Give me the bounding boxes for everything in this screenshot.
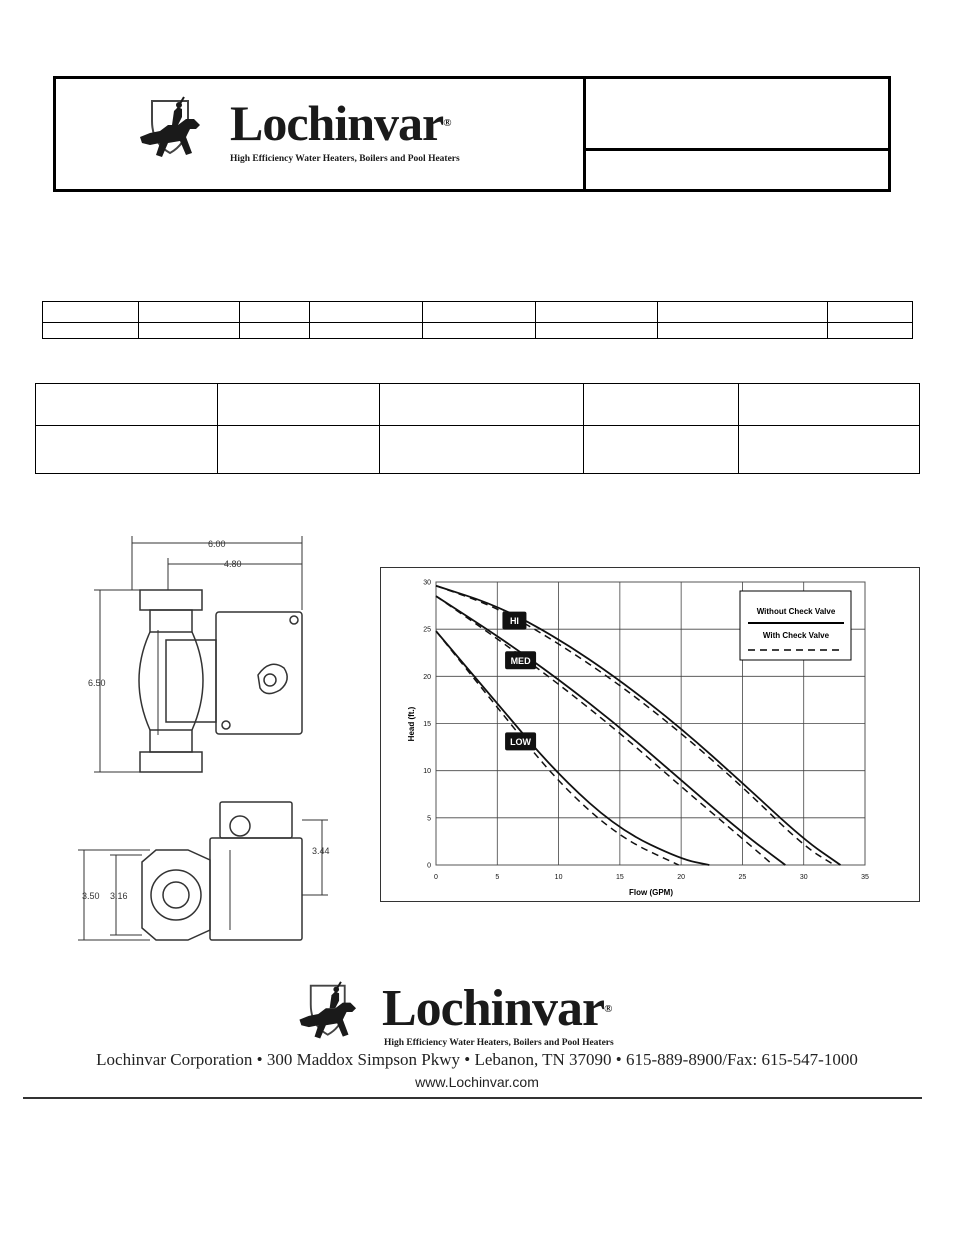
x-tick-label: 15 [615,874,624,881]
logo-tagline: High Efficiency Water Heaters, Boilers and Pool Heaters [230,154,460,164]
logo-tagline: High Efficiency Water Heaters, Boilers and Pool Heaters [384,1038,614,1048]
footer-website-link[interactable]: www.Lochinvar.com [415,1074,539,1090]
y-axis-label: Head (ft.) [407,706,416,742]
y-tick-label: 15 [423,721,431,728]
curve-label-hi: HI [509,616,519,627]
spec-cell [139,323,240,339]
spec-cell [739,426,920,474]
footer-logo [296,980,656,1050]
y-tick-label: 0 [427,862,431,870]
spec-cell [310,323,423,339]
x-tick-label: 35 [861,874,869,881]
spec-cell [380,384,584,426]
spec-cell [658,302,828,323]
legend-entry-without-check-valve: Without Check Valve [756,607,836,616]
spec-cell [828,323,913,339]
spec-cell [43,323,139,339]
registered-mark: ® [604,1003,612,1015]
x-tick-label: 20 [677,874,686,881]
x-tick-label: 10 [554,874,563,881]
pump-dimension-drawing [70,530,360,955]
pump-curve-chart [380,567,920,902]
knight-horse-logo-icon [138,95,228,165]
spec-cell [218,426,380,474]
spec-cell [828,302,913,323]
footer-address: Lochinvar Corporation • 300 Maddox Simpson Pkwy • Lebanon, TN 37090 • 615-889-8900/Fax: 615-547-1000 [96,1050,858,1069]
spec-cell [536,323,658,339]
legend-entry-with-check-valve: With Check Valve [762,631,830,640]
dim-label-depth: 3.44 [312,846,330,856]
y-tick-label: 30 [423,579,431,587]
spec-cell [36,426,218,474]
logo-wordmark: Lochinvar [230,95,444,151]
curve-label-med: MED [510,655,531,666]
curve-label-low: LOW [510,736,532,747]
spec-cell [36,384,218,426]
dim-label-motor-width: 4.80 [224,559,242,569]
header-field-divider [583,148,891,151]
dim-label-flange-inner: 3.16 [110,891,128,901]
spec-cell [536,302,658,323]
header-divider [583,76,586,192]
spec-table-wide [35,383,920,474]
x-tick-label: 25 [738,874,747,881]
chart-legend [740,591,851,660]
registered-mark: ® [443,117,451,129]
spec-cell [240,302,310,323]
spec-cell [739,384,920,426]
spec-cell [584,426,739,474]
logo-wordmark: Lochinvar [382,980,605,1037]
y-tick-label: 5 [427,815,431,823]
y-tick-label: 25 [423,626,431,634]
dim-label-height: 6.50 [88,678,106,688]
dim-label-flange-outer: 3.50 [82,891,100,901]
knight-horse-logo-icon [296,980,384,1046]
spec-cell [240,323,310,339]
x-axis-label: Flow (GPM) [629,888,673,897]
x-tick-label: 5 [495,874,500,881]
spec-table-narrow [42,301,913,339]
x-tick-label: 30 [799,874,808,881]
spec-cell [139,302,240,323]
spec-cell [584,384,739,426]
spec-cell [423,323,536,339]
spec-cell [380,426,584,474]
dim-label-overall-width: 6.00 [208,539,226,549]
spec-cell [423,302,536,323]
y-tick-label: 20 [423,673,431,681]
header-logo [138,93,498,173]
spec-cell [310,302,423,323]
footer-rule [23,1097,922,1099]
x-tick-label: 0 [434,874,438,881]
y-tick-label: 10 [423,768,431,776]
spec-cell [43,302,139,323]
spec-cell [658,323,828,339]
spec-cell [218,384,380,426]
